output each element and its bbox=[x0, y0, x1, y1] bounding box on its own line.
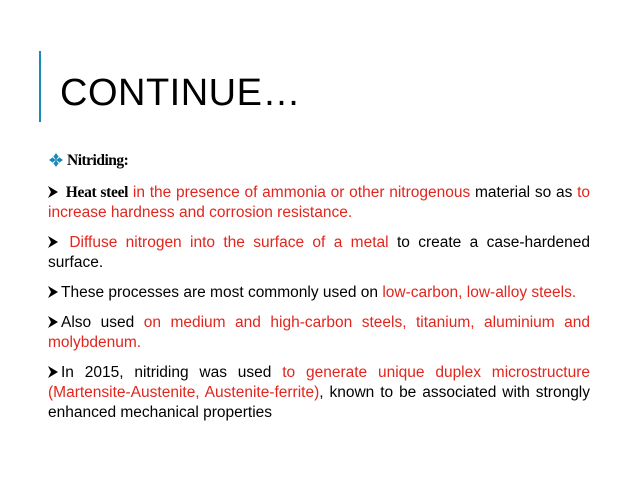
slide-content bbox=[48, 151, 590, 433]
bullet-4-red-1: on medium and high-carbon steels, titanium, aluminium and molybdenum. bbox=[48, 314, 591, 351]
bullet-1-plain-1: material so as bbox=[475, 184, 573, 201]
arrow-bullet-icon bbox=[48, 286, 58, 298]
diamond-bullet-icon bbox=[48, 153, 64, 167]
bullet-item-5 bbox=[48, 363, 590, 423]
section-heading bbox=[48, 151, 590, 171]
bullet-1-red-2: to increase hardness and corrosion resistance. bbox=[48, 184, 591, 221]
bullet-1-red-1: in the presence of ammonia or other nitrogenous bbox=[132, 184, 471, 201]
section-heading-text: Nitriding: bbox=[67, 152, 129, 169]
arrow-bullet-icon bbox=[48, 316, 58, 328]
bullet-3-red-1: low-carbon, low-alloy steels. bbox=[382, 284, 577, 301]
bullet-1-lead: Heat steel bbox=[65, 184, 129, 201]
arrow-bullet-icon bbox=[48, 186, 58, 198]
slide-title: CONTINUE… bbox=[60, 72, 301, 114]
bullet-item-1 bbox=[48, 183, 590, 223]
bullet-2-red-1: Diffuse nitrogen into the surface of a metal bbox=[69, 234, 389, 251]
arrow-bullet-icon bbox=[48, 366, 58, 378]
bullet-3-plain-1: These processes are most commonly used on bbox=[61, 284, 379, 301]
bullet-5-plain-2: , known to be associated with strongly enhanced mechanical properties bbox=[48, 384, 591, 421]
bullet-item-2 bbox=[48, 233, 590, 273]
arrow-bullet-icon bbox=[48, 236, 58, 248]
bullet-item-4 bbox=[48, 313, 590, 353]
bullet-5-plain-1: In 2015, nitriding was used bbox=[61, 364, 272, 381]
bullet-2-plain-1: to create a case-hardened surface. bbox=[48, 234, 591, 271]
bullet-4-plain-1: Also used bbox=[61, 314, 135, 331]
bullet-5-red-1: to generate unique duplex microstructure (Martensite-Austenite, Austenite-ferrite) bbox=[48, 364, 590, 401]
title-accent-bar bbox=[39, 51, 41, 122]
bullet-item-3 bbox=[48, 283, 590, 303]
